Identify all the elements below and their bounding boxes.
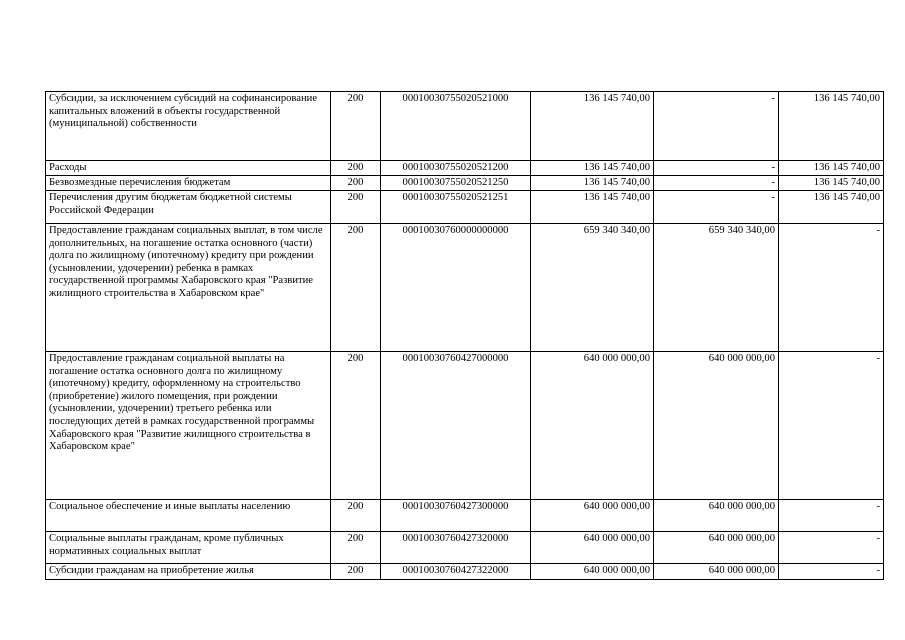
row-code: 200 <box>331 191 381 224</box>
row-name: Социальное обеспечение и иные выплаты населению <box>46 500 331 532</box>
row-executed: 640 000 000,00 <box>654 564 779 580</box>
row-approved: 136 145 740,00 <box>531 176 654 191</box>
row-approved: 136 145 740,00 <box>531 191 654 224</box>
row-approved: 640 000 000,00 <box>531 564 654 580</box>
row-code: 200 <box>331 92 381 161</box>
row-kbk: 00010030760427000000 <box>381 352 531 500</box>
row-executed: - <box>654 176 779 191</box>
row-code: 200 <box>331 224 381 352</box>
table-row <box>46 500 884 532</box>
row-executed: 640 000 000,00 <box>654 352 779 500</box>
row-kbk: 00010030760427300000 <box>381 500 531 532</box>
table-row <box>46 191 884 224</box>
row-code: 200 <box>331 176 381 191</box>
row-executed: - <box>654 92 779 161</box>
row-kbk: 00010030755020521251 <box>381 191 531 224</box>
row-unexecuted: 136 145 740,00 <box>779 176 884 191</box>
row-unexecuted: - <box>779 500 884 532</box>
row-unexecuted: - <box>779 564 884 580</box>
table-row <box>46 176 884 191</box>
row-approved: 659 340 340,00 <box>531 224 654 352</box>
row-name: Субсидии, за исключением субсидий на софинансирование капитальных вложений в объекты государственной (муниципальной) собственности <box>46 92 331 161</box>
table-row <box>46 564 884 580</box>
row-kbk: 00010030760427322000 <box>381 564 531 580</box>
row-executed: 640 000 000,00 <box>654 500 779 532</box>
row-approved: 136 145 740,00 <box>531 92 654 161</box>
table-row <box>46 352 884 500</box>
row-unexecuted: 136 145 740,00 <box>779 191 884 224</box>
table-row <box>46 92 884 161</box>
row-name: Расходы <box>46 161 331 176</box>
row-name: Безвозмездные перечисления бюджетам <box>46 176 331 191</box>
row-kbk: 00010030760427320000 <box>381 532 531 564</box>
row-executed: - <box>654 161 779 176</box>
budget-execution-table <box>45 91 884 580</box>
row-unexecuted: - <box>779 224 884 352</box>
row-unexecuted: 136 145 740,00 <box>779 161 884 176</box>
row-code: 200 <box>331 161 381 176</box>
row-approved: 640 000 000,00 <box>531 500 654 532</box>
row-code: 200 <box>331 564 381 580</box>
row-name: Социальные выплаты гражданам, кроме публичных нормативных социальных выплат <box>46 532 331 564</box>
row-unexecuted: - <box>779 532 884 564</box>
row-code: 200 <box>331 352 381 500</box>
row-unexecuted: 136 145 740,00 <box>779 92 884 161</box>
row-name: Предоставление гражданам социальной выплаты на погашение остатка основного долга по жилищному (ипотечному) кредиту, оформленному на строительство (приобретение) жилого помещения, при рождении (усыновлении, удочерении) третьего ребенка или последующих детей в рамках государственной программы Хабаровского края "Развитие жилищного строительства в Хабаровском крае" <box>46 352 331 500</box>
row-code: 200 <box>331 500 381 532</box>
row-kbk: 00010030755020521000 <box>381 92 531 161</box>
row-approved: 640 000 000,00 <box>531 352 654 500</box>
row-approved: 136 145 740,00 <box>531 161 654 176</box>
row-kbk: 00010030755020521200 <box>381 161 531 176</box>
row-executed: - <box>654 191 779 224</box>
table-row <box>46 224 884 352</box>
row-name: Перечисления другим бюджетам бюджетной системы Российской Федерации <box>46 191 331 224</box>
row-name: Предоставление гражданам социальных выплат, в том числе дополнительных, на погашение остатка основного (части) долга по жилищному (ипотечному) кредиту при рождении (усыновлении, удочерении) ребенка в рамках государственной программы Хабаровского края "Развитие жилищного строительства в Хабаровском крае" <box>46 224 331 352</box>
row-executed: 640 000 000,00 <box>654 532 779 564</box>
row-executed: 659 340 340,00 <box>654 224 779 352</box>
row-approved: 640 000 000,00 <box>531 532 654 564</box>
table-row <box>46 161 884 176</box>
row-name: Субсидии гражданам на приобретение жилья <box>46 564 331 580</box>
row-kbk: 00010030755020521250 <box>381 176 531 191</box>
row-kbk: 00010030760000000000 <box>381 224 531 352</box>
row-code: 200 <box>331 532 381 564</box>
row-unexecuted: - <box>779 352 884 500</box>
table-row <box>46 532 884 564</box>
